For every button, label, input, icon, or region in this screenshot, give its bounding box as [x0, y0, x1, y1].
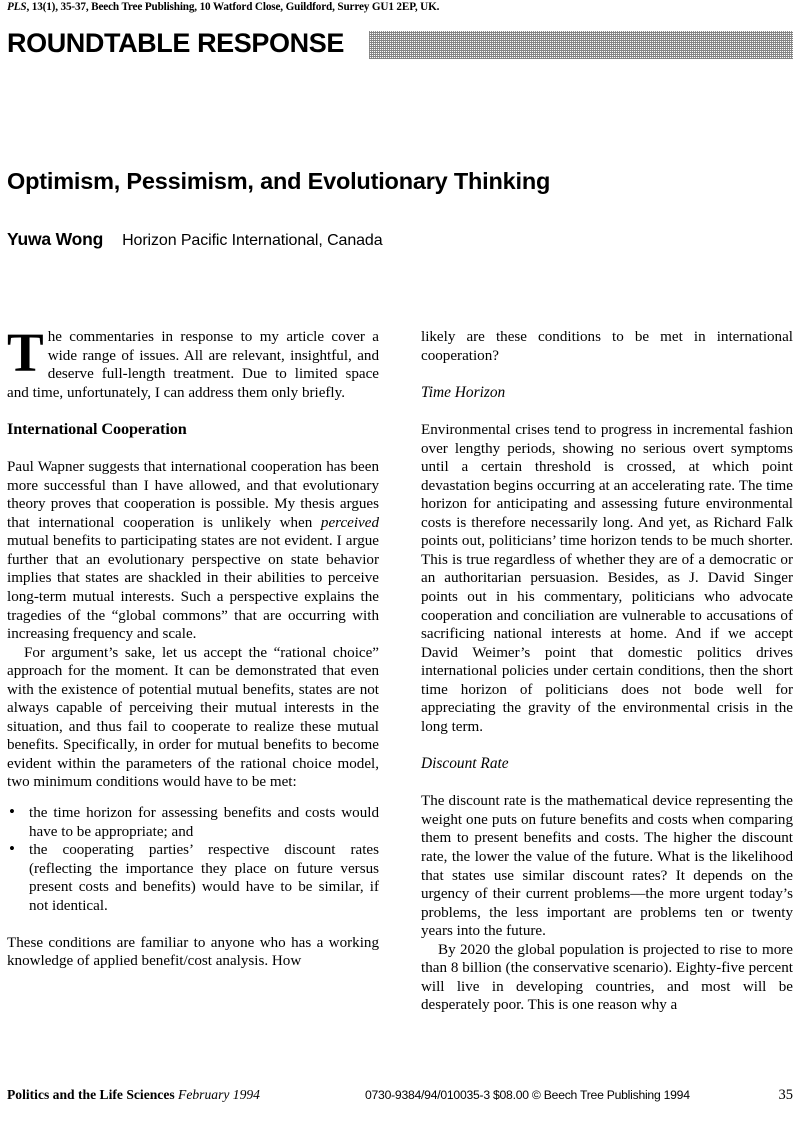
column-left: [7, 322, 379, 1063]
paragraph-discount-rate: The discount rate is the mathematical device representing the weight one puts on future benefits and costs when comparing them to present benefits and costs. The higher the discount rate, the lower the value of the future. What is the likelihood that states use similar discount rates? It depends on the urgency of their current problems—the more urgent today’s problems, the less important are problems ten or twenty years into the future.: [421, 793, 793, 940]
running-head-details: , 13(1), 35-37, Beech Tree Publishing, 10 Watford Close, Guildford, Surrey GU1 2EP, UK.: [26, 1, 440, 13]
spacer: [7, 792, 379, 804]
subheading-time-horizon: Time Horizon: [421, 384, 506, 402]
paragraph-wapner-part1: Paul Wapner suggests that international cooperation has been more successful than I have allowed, and that evolutionary theory proves that cooperation is possible. My thesis argues that international cooperation is unlikely when: [7, 459, 379, 531]
subheading-discount-rate: Discount Rate: [421, 755, 509, 773]
paragraph-continuation: likely are these conditions to be met in international cooperation?: [421, 329, 793, 364]
column-right: [421, 328, 793, 1063]
spacer: [421, 736, 793, 754]
list-item: • the cooperating parties’ respective discount rates (reflecting the importance they place on future versus present costs and benefits) would have to be similar, if not identical.: [7, 841, 379, 915]
paragraph-population-2020: By 2020 the global population is projected to rise to more than 8 billion (the conservative scenario). Eighty-five percent will live in developing countries, and most will be desperately poor. This is one reason why a: [421, 941, 793, 1014]
byline: [7, 228, 767, 252]
author-name: Yuwa Wong: [7, 229, 104, 249]
body-columns: [7, 322, 793, 1063]
spacer: [421, 773, 793, 792]
footer-journal-name: Politics and the Life Sciences: [7, 1087, 175, 1102]
page-footer: [7, 1087, 793, 1105]
running-head: [7, 1, 787, 14]
spacer: [7, 915, 379, 934]
paragraph-wapner: [7, 458, 379, 643]
emphasis-perceived: perceived: [320, 514, 379, 531]
paragraph-rational-choice: For argument’s sake, let us accept the “rational choice” approach for the moment. It can be demonstrated that even with the existence of potential mutual benefits, states are not always capable of perceiving their mutual interests in the situation, and thus fail to cooperate to realize these mutual benefits. Specifically, in order for mutual benefits to become evident within the parameters of the rational choice model, two minimum conditions would have to be met:: [7, 644, 379, 791]
footer-issue: February 1994: [178, 1087, 260, 1102]
paragraph-wapner-part2: mutual benefits to participating states are not evident. I argue further that an evolutionary perspective on state behavior implies that states are shackled in their abilities to perceive long-term mutual interests. Such a perspective explains the tragedies of the “global commons” that are occurring with increasing frequency and scale.: [7, 533, 379, 643]
section-label: ROUNDTABLE RESPONSE: [7, 27, 348, 59]
paragraph-time-horizon: Environmental crises tend to progress in incremental fashion over lengthy periods, showing no serious overt symptoms until a certain threshold is crossed, at which point devastation begins occurring at an accelerating rate. The time horizon for anticipating and assessing future environmental costs is therefore necessarily long. And yet, as Richard Falk points out, politicians’ time horizon tends to be much shorter. This is true regardless of whether they are of a democratic or an authoritarian persuasion. Besides, as J. David Singer points out in his commentary, politicians who advocate cooperation and conciliation are vulnerable to accusations of sacrificing national interests at home. And if we accept David Weimer’s point that domestic politics drives international policies under certain conditions, then the short time horizon of politicians does not bode well for appreciating the gravity of the environmental crisis in the long term.: [421, 422, 793, 735]
list-item: • the time horizon for assessing benefits and costs would have to be appropriate; and: [7, 804, 379, 841]
spacer: [421, 365, 793, 383]
drop-cap: T: [7, 322, 44, 383]
section-banner: [7, 27, 793, 61]
section-heading-international-cooperation: International Cooperation: [7, 420, 187, 439]
footer-journal: [7, 1087, 260, 1103]
running-head-journal-abbrev: PLS: [7, 1, 27, 13]
conditions-bullet-list: [7, 804, 379, 915]
banner-halftone-bar: [369, 31, 793, 59]
author-affiliation: Horizon Pacific International, Canada: [122, 232, 383, 249]
spacer: [7, 439, 379, 458]
lead-paragraph-text: he commentaries in response to my article cover a wide range of issues. All are relevant, insightful, and deserve full-length treatment. Due to limited space and time, unfortunately, I can address them only briefly.: [7, 329, 379, 401]
lead-paragraph: [7, 322, 379, 402]
article-title: Optimism, Pessimism, and Evolutionary Thinking: [7, 167, 551, 194]
spacer: [7, 402, 379, 420]
footer-copyright: 0730-9384/94/010035-3 $08.00 © Beech Tree Publishing 1994: [365, 1088, 690, 1102]
spacer: [421, 402, 793, 421]
page-number: 35: [778, 1087, 793, 1103]
paragraph-conditions-familiar: These conditions are familiar to anyone who has a working knowledge of applied benefit/cost analysis. How: [7, 934, 379, 970]
